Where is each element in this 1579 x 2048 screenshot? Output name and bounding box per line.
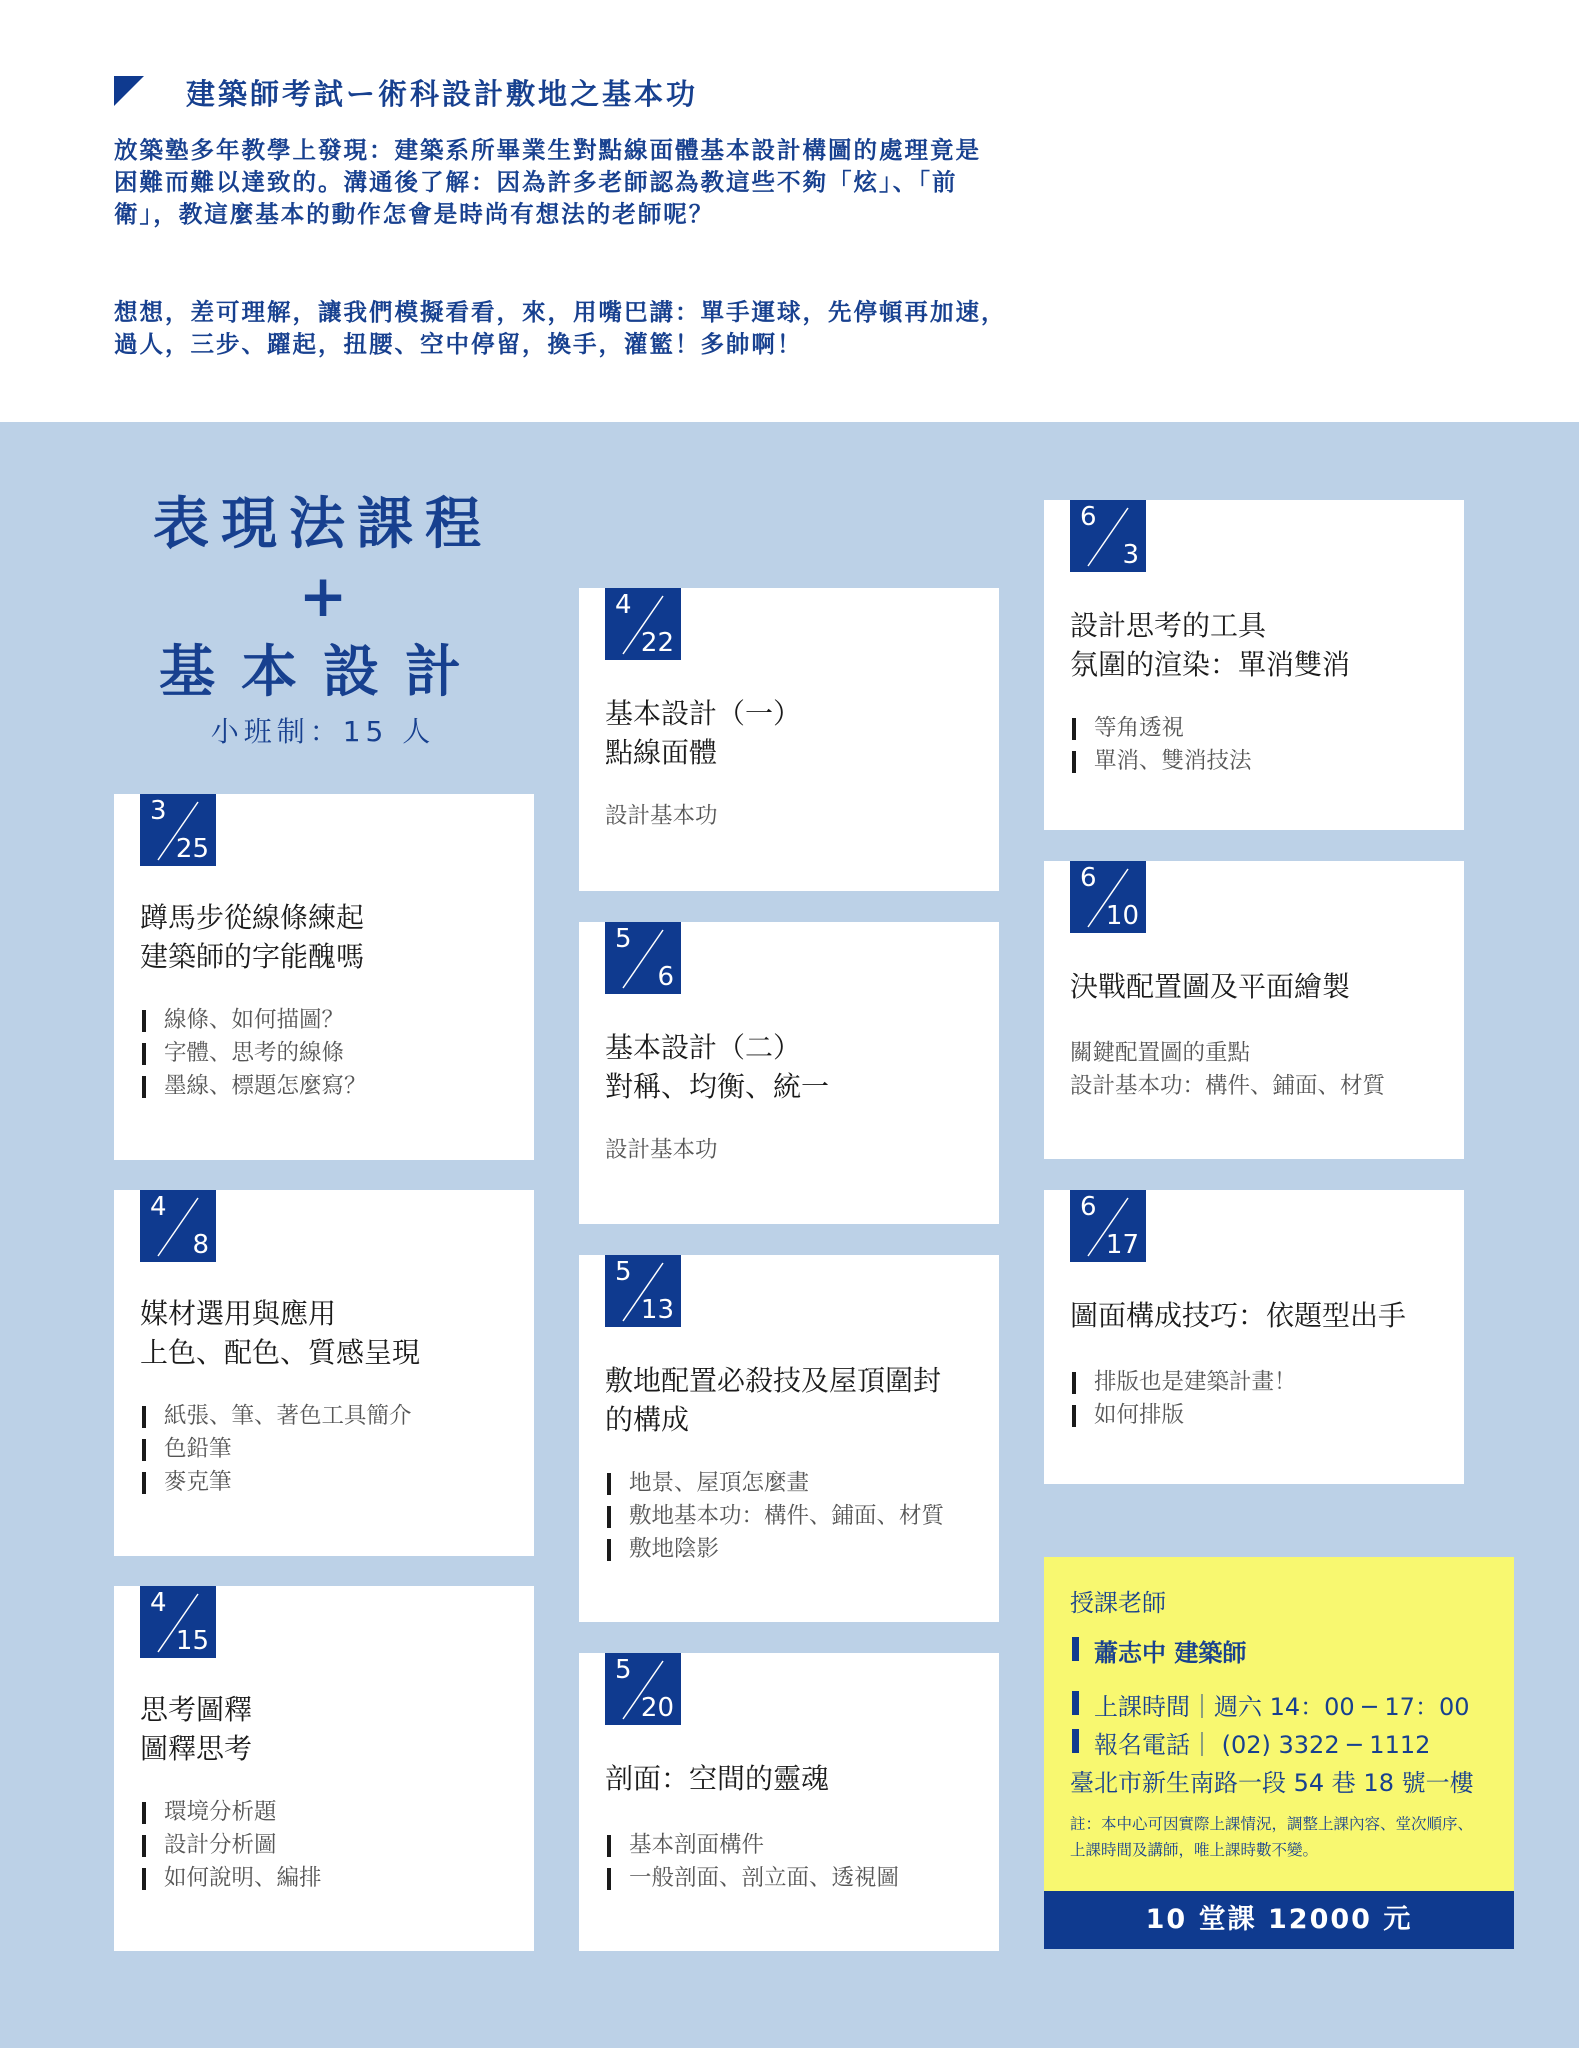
date-badge: [1070, 861, 1146, 933]
class-size: 小班制：15 人: [210, 715, 436, 748]
card-title: 剖面：空間的靈魂: [605, 1762, 830, 1795]
bullet-item: 地景、屋頂怎麼畫: [605, 1467, 944, 1500]
date-day: 25: [175, 834, 209, 864]
course-card: [114, 1586, 534, 1951]
teacher-name: 蕭志中 建築師: [1070, 1633, 1246, 1668]
date-month: 5: [615, 924, 632, 954]
date-day: 13: [640, 1295, 674, 1325]
date-month: 6: [1080, 1192, 1097, 1222]
bullet-item: 線條、如何描圖？: [140, 1004, 367, 1037]
date-month: 4: [150, 1588, 167, 1618]
date-day: 22: [640, 628, 674, 658]
intro-paragraph-1: [114, 134, 1054, 230]
course-title-line1: 表現法課程: [153, 491, 493, 557]
date-day: 17: [1105, 1230, 1139, 1260]
bullet-item: 麥克筆: [140, 1466, 412, 1499]
bullet-item: 環境分析題: [140, 1796, 322, 1829]
course-card: [579, 588, 999, 891]
bullet-item: 單消、雙消技法: [1070, 745, 1252, 778]
card-title: 基本設計（二） 對稱、均衡、統一: [605, 1031, 830, 1103]
card-title: 敷地配置必殺技及屋頂圍封 的構成: [605, 1364, 942, 1436]
plus-sign: +: [298, 562, 348, 630]
card-title: 媒材選用與應用 上色、配色、質感呈現: [140, 1297, 421, 1369]
bullet-item: 如何說明、編排: [140, 1862, 322, 1895]
date-day: 10: [1105, 901, 1139, 931]
course-card: [114, 1190, 534, 1556]
date-month: 4: [615, 590, 632, 620]
bullet-item: 基本剖面構件: [605, 1829, 899, 1862]
bullet-item: 一般剖面、剖立面、透視圖: [605, 1862, 899, 1895]
bullet-item: 如何排版: [1070, 1399, 1297, 1432]
card-bullets: [1070, 1366, 1297, 1432]
card-bullets: [605, 1829, 899, 1895]
date-month: 6: [1080, 502, 1097, 532]
bullet-item: 敷地基本功：構件、鋪面、材質: [605, 1500, 944, 1533]
bullet-item: 紙張、筆、著色工具簡介: [140, 1400, 412, 1433]
notice-line: 註：本中心可因實際上課情況，調整上課內容、堂次順序、: [1070, 1815, 1474, 1833]
course-card: [1044, 1190, 1464, 1484]
card-note: 設計基本功：構件、鋪面、材質: [1070, 1073, 1386, 1099]
card-notes: [1070, 1037, 1385, 1103]
card-title: 決戰配置圖及平面繪製: [1070, 970, 1351, 1003]
bullet-item: 色鉛筆: [140, 1433, 412, 1466]
course-card: [1044, 861, 1464, 1159]
card-bullets: [140, 1796, 322, 1895]
class-time: 上課時間｜週六 14：00 ─ 17：00: [1070, 1687, 1470, 1722]
teacher-label: 授課老師: [1070, 1589, 1166, 1617]
bullet-item: 字體、思考的線條: [140, 1037, 367, 1070]
card-title: 設計思考的工具 氛圍的渲染：單消雙消: [1070, 609, 1351, 681]
card-bullets: [1070, 712, 1252, 778]
bullet-item: 排版也是建築計畫！: [1070, 1366, 1297, 1399]
course-card: [579, 1255, 999, 1622]
date-month: 6: [1080, 863, 1097, 893]
bullet-item: 敷地陰影: [605, 1533, 944, 1566]
notice-line: 上課時間及講師，唯上課時數不變。: [1070, 1841, 1319, 1859]
bullet-item: 等角透視: [1070, 712, 1252, 745]
page-title: 建築師考試ー術科設計敷地之基本功: [186, 77, 699, 111]
card-title: 思考圖釋 圖釋思考: [140, 1693, 253, 1765]
course-card: [1044, 500, 1464, 830]
date-month: 5: [615, 1257, 632, 1287]
date-day: 15: [175, 1626, 209, 1656]
card-title: 圖面構成技巧：依題型出手: [1070, 1299, 1407, 1332]
card-bullets: [140, 1400, 412, 1499]
address: 臺北市新生南路一段 54 巷 18 號一樓: [1070, 1769, 1474, 1797]
date-badge: [605, 588, 681, 660]
card-note: 設計基本功: [605, 1137, 718, 1163]
date-month: 4: [150, 1192, 167, 1222]
intro-paragraph-2: [114, 296, 1054, 360]
card-bullets: [140, 1004, 367, 1103]
card-title: 基本設計（一） 點線面體: [605, 697, 802, 769]
date-day: 6: [657, 962, 674, 992]
course-card: [114, 794, 534, 1160]
date-badge: [605, 1255, 681, 1327]
course-card: [579, 922, 999, 1224]
date-day: 20: [640, 1693, 674, 1723]
header-section: [0, 0, 1579, 422]
bullet-item: 墨線、標題怎麼寫？: [140, 1070, 367, 1103]
card-bullets: [605, 1467, 944, 1566]
intro-line: 放築塾多年教學上發現：建築系所畢業生對點線面體基本設計構圖的處理竟是: [114, 136, 981, 164]
flag-icon: [114, 76, 144, 106]
course-title-line2: 基本設計: [159, 639, 487, 705]
date-badge: [605, 1653, 681, 1725]
notice: [1070, 1811, 1510, 1863]
date-badge: [605, 922, 681, 994]
date-badge: [140, 794, 216, 866]
course-title-block: [118, 488, 528, 754]
date-day: 8: [192, 1230, 209, 1260]
intro-line: 困難而難以達致的。溝通後了解：因為許多老師認為教這些不夠「炫」、「前: [114, 168, 958, 196]
intro-line: 想想，差可理解，讓我們模擬看看，來，用嘴巴講：單手運球，先停頓再加速，: [114, 298, 1007, 326]
bullet-item: 設計分析圖: [140, 1829, 322, 1862]
card-title: 蹲馬步從線條練起 建築師的字能醜嗎: [140, 901, 365, 973]
intro-line: 過人，三步、躍起，扭腰、空中停留，換手，灌籃！多帥啊！: [114, 330, 803, 358]
course-card: [579, 1653, 999, 1951]
date-day: 3: [1122, 540, 1139, 570]
date-badge: [1070, 500, 1146, 572]
date-month: 3: [150, 796, 167, 826]
signup-phone: 報名電話｜ (02) 3322 ─ 1112: [1070, 1725, 1430, 1760]
date-badge: [140, 1190, 216, 1262]
price-banner: 10 堂課 12000 元: [1044, 1891, 1514, 1949]
card-note: 設計基本功: [605, 803, 718, 829]
date-badge: [1070, 1190, 1146, 1262]
date-month: 5: [615, 1655, 632, 1685]
card-note: 關鍵配置圖的重點: [1070, 1040, 1251, 1066]
intro-line: 衛」，教這麼基本的動作怎會是時尚有想法的老師呢？: [114, 200, 715, 228]
date-badge: [140, 1586, 216, 1658]
